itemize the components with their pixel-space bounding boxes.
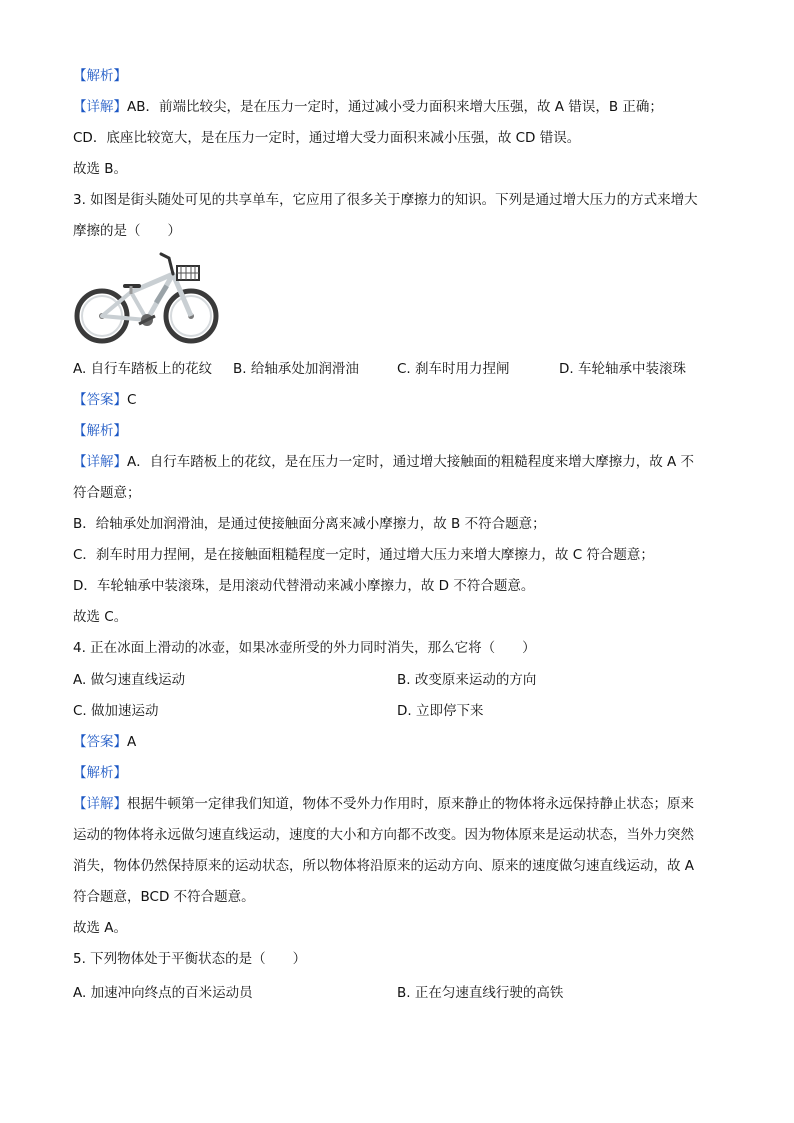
- conclusion: 故选 C。: [73, 609, 128, 625]
- detail-line: D．车轮轴承中装滚珠，是用滚动代替滑动来减小摩擦力，故 D 不符合题意。: [73, 578, 535, 594]
- detail-tag: 【详解】: [73, 796, 127, 812]
- question-stem: 4. 正在冰面上滑动的冰壶，如果冰壶所受的外力同时消失，那么它将（ ）: [73, 640, 536, 656]
- detail-line: [73, 452, 694, 472]
- answer-line: [73, 732, 136, 752]
- option-b: B. 正在匀速直线行驶的高铁: [397, 985, 564, 1001]
- analysis-tag: 【解析】: [73, 423, 127, 439]
- detail-line: [73, 794, 694, 814]
- detail-text: 根据牛顿第一定律我们知道，物体不受外力作用时，原来静止的物体将永远保持静止状态；原来: [127, 796, 694, 812]
- option-d: D. 车轮轴承中装滚珠: [559, 361, 686, 377]
- detail-tag: 【详解】: [73, 454, 127, 470]
- detail-line: 消失，物体仍然保持原来的运动状态，所以物体将沿原来的运动方向、原来的速度做匀速直线运动，故 A: [73, 858, 695, 874]
- detail-text: AB．前端比较尖，是在压力一定时，通过减小受力面积来增大压强，故 A 错误，B 正确；: [127, 99, 663, 115]
- question-stem: 3. 如图是街头随处可见的共享单车，它应用了很多关于摩擦力的知识。下列是通过增大压力的方式来增大: [73, 192, 698, 208]
- option-b: B. 给轴承处加润滑油: [233, 361, 359, 377]
- answer-tag: 【答案】: [73, 734, 127, 750]
- detail-text: A．自行车踏板上的花纹，是在压力一定时，通过增大接触面的粗糙程度来增大摩擦力，故 A 不: [127, 454, 695, 470]
- question-stem: 5. 下列物体处于平衡状态的是（ ）: [73, 951, 307, 967]
- answer-tag: 【答案】: [73, 392, 127, 408]
- question-stem: 摩擦的是（ ）: [73, 223, 181, 239]
- analysis-tag: 【解析】: [73, 765, 127, 781]
- analysis-tag: 【解析】: [73, 68, 127, 84]
- detail-line: 运动的物体将永远做匀速直线运动，速度的大小和方向都不改变。因为物体原来是运动状态，当外力突然: [73, 827, 694, 843]
- answer-value: C: [127, 392, 137, 408]
- answer-value: A: [127, 734, 137, 750]
- detail-line: 符合题意；: [73, 485, 141, 501]
- option-a: A. 加速冲向终点的百米运动员: [73, 985, 253, 1001]
- option-a: A. 做匀速直线运动: [73, 672, 186, 688]
- detail-line: B．给轴承处加润滑油，是通过使接触面分离来减小摩擦力，故 B 不符合题意；: [73, 516, 546, 532]
- detail-tag: 【详解】: [73, 99, 127, 115]
- detail-line: 符合题意，BCD 不符合题意。: [73, 889, 255, 905]
- conclusion: 故选 A。: [73, 920, 128, 936]
- option-b: B. 改变原来运动的方向: [397, 672, 537, 688]
- option-a: A. 自行车踏板上的花纹: [73, 361, 213, 377]
- detail-line: CD．底座比较宽大，是在压力一定时，通过增大受力面积来减小压强，故 CD 错误。: [73, 130, 581, 146]
- option-c: C. 做加速运动: [73, 703, 159, 719]
- detail-line: C．刹车时用力捏闸，是在接触面粗糙程度一定时，通过增大压力来增大摩擦力，故 C 符合题意；: [73, 547, 654, 563]
- option-d: D. 立即停下来: [397, 703, 484, 719]
- detail-line: [73, 97, 663, 117]
- option-c: C. 刹车时用力捏闸: [397, 361, 510, 377]
- answer-line: [73, 390, 136, 410]
- shared-bicycle-image: [73, 252, 221, 348]
- conclusion: 故选 B。: [73, 161, 128, 177]
